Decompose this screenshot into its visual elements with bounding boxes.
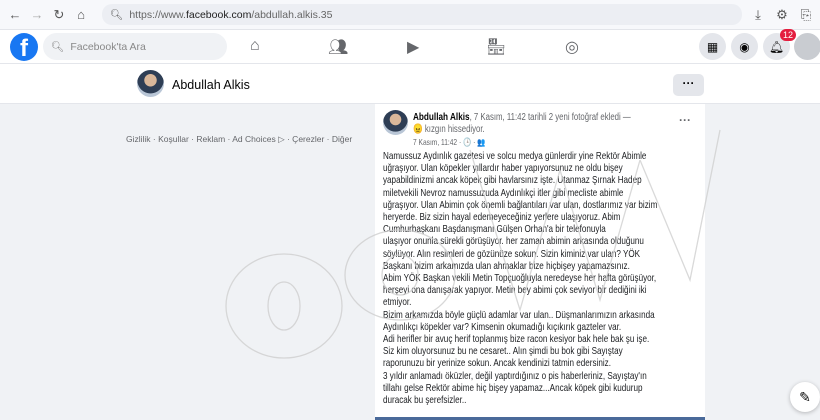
browser-toolbar — [0, 0, 820, 30]
post-card — [375, 104, 705, 420]
post-text-line: herşeyi ona danışarak yapıyor. Metin bey abimi çok seviyor bir dediğini iki — [383, 285, 647, 297]
author-avatar[interactable] — [383, 110, 408, 135]
download-icon[interactable]: ⤓ — [755, 6, 761, 22]
post-text — [383, 151, 695, 407]
post-text-line: miletvekili Nevroz namussuzuda Aydınlıkçi itler gibi mecliste abimle — [383, 187, 624, 199]
forward-icon[interactable]: → — [30, 7, 44, 22]
post-action: , 7 Kasım, 11:42 tarihli 2 yeni fotoğraf ekledi — — [469, 112, 631, 123]
settings-icon[interactable]: ⚙ — [776, 6, 788, 22]
account-avatar[interactable] — [794, 33, 820, 60]
post-header-line — [413, 111, 670, 124]
search-icon: 🔍︎ — [110, 9, 124, 21]
post-text-line: Adi herifler bir avuç herif toplanmış bize racon kesiyor bak hele bak şu işe. — [383, 334, 650, 346]
post-text-line: tillahı gelse Rektör abime hiç bişey yapamaz...Ancak köpek gibi kudurup — [383, 382, 643, 394]
post-text-line: etmiyor. — [383, 297, 412, 309]
notification-badge: 12 — [780, 29, 796, 41]
messenger-button[interactable] — [731, 33, 758, 60]
post-text-line: söylüyor. Alın resimleri de gözünüze sokun. Sizin kiminiz var ulan? YÖK — [383, 248, 641, 260]
groups-icon[interactable]: ◎ — [565, 39, 579, 56]
post-feeling: 😠 kızgın hissediyor. — [413, 124, 485, 135]
back-icon[interactable]: ← — [8, 7, 22, 22]
home-icon[interactable]: ⌂ — [77, 7, 85, 22]
post-text-line: duracak bu şerefsizler.. — [383, 395, 467, 407]
footer-links[interactable]: Gizlilik · Koşullar · Reklam · Ad Choices ▷ · Çerezler · Diğer — [126, 134, 353, 144]
friends-icon[interactable]: 👥︎ — [328, 39, 349, 56]
post-more-button[interactable]: ··· — [679, 113, 691, 127]
post-text-line: Namussuz Aydınlık gazetesi ve solcu medya günlerdir yine Rektör Abimle — [383, 151, 647, 162]
post-text-line: Aydınlıkçı köpekler var? Kimsenin okumadığı kıçıkırık gazteler var. — [383, 321, 622, 333]
menu-button[interactable] — [699, 33, 726, 60]
post-text-line: Siz kim oluyorsunuz bu ne cesaret.. Alın şimdi bu bok gibi Sayıştay — [383, 346, 623, 358]
post-timestamp[interactable]: 7 Kasım, 11:42 · 🕒 · 👥 — [413, 137, 486, 147]
post-author[interactable]: Abdullah Alkis — [413, 111, 470, 123]
facebook-navbar — [0, 30, 820, 64]
facebook-logo-icon[interactable]: f — [10, 33, 38, 61]
messenger-icon: ◉ — [739, 39, 750, 54]
reload-icon[interactable]: ↻ — [53, 6, 65, 22]
profile-name[interactable]: Abdullah Alkis — [172, 78, 250, 92]
edit-icon: ✎ — [799, 389, 811, 405]
url-prefix: https://www. — [129, 8, 186, 21]
grid-icon: ▦ — [706, 39, 719, 54]
post-text-line: Bizim arkamızda böyle güçlü adamlar var ulan.. Düşmanlarımızın arkasında — [383, 309, 655, 321]
post-text-line: Cumhurbaşkanı Başdanışmanı Gülşen Orhan'a bir telefonuyla — [383, 224, 606, 236]
home-icon[interactable]: ⌂ — [250, 37, 260, 54]
post-text-line: raporunuzu bir yerinize sokun. Ancak kendinizi tatmin edersiniz. — [383, 358, 611, 370]
address-bar[interactable] — [102, 4, 742, 25]
bell-icon: 🔔︎ — [768, 39, 785, 54]
url-path: /abdullah.alkis.35 — [251, 8, 333, 21]
extensions-icon[interactable]: ⎘ — [800, 6, 812, 22]
search-icon: 🔍︎ — [51, 41, 65, 53]
search-input[interactable] — [43, 33, 227, 60]
marketplace-icon[interactable]: 🏪︎ — [486, 39, 507, 56]
post-text-line: yapabildinizmi ancak köpek gibi havlarsınız işte. Utanmaz Şırnak Hadep — [383, 175, 642, 187]
post-text-line: ulaşıyor onunla sürekli görüşüyor. her zaman abimin arkasında olduğunu — [383, 236, 644, 248]
search-placeholder: Facebook'ta Ara — [70, 40, 146, 53]
notifications-button[interactable] — [763, 30, 793, 60]
new-message-button[interactable] — [790, 382, 820, 412]
watermark-shape — [226, 254, 342, 358]
profile-more-button[interactable]: ··· — [673, 74, 704, 96]
post-text-line: uğraşıyor. Ulan köpekler yıllardır haber yapıyorsunuz ne oldu bişey — [383, 163, 623, 175]
video-icon[interactable]: ▶ — [407, 39, 420, 56]
profile-avatar[interactable] — [137, 70, 164, 97]
url-domain: facebook.com — [185, 8, 252, 21]
post-text-line: 3 yıldır anlamadı öküzler, değil yaptırdığınız o pis haberleriniz, Sayıştay'ın — [383, 370, 647, 382]
post-text-line: heryerde. Biz sizin hayal edemeyeceğiniz yerlere ulaşıyoruz. Abim — [383, 212, 621, 224]
post-text-line: Başkanı bizim arkamızda ulan ahmaklar bize hiçbişey yapamazsınız. — [383, 260, 630, 272]
profile-header — [0, 64, 820, 104]
post-text-line: uğraşıyor. Ulan Abimin çok önemli bağlantıları var ulan, dostlarımız var bizim — [383, 199, 658, 211]
post-text-line: Abim YÖK Başkan vekili Metin Topçuoğluyla neredeyse her hafta görüşüyor, — [383, 273, 657, 285]
watermark-shape — [268, 282, 300, 330]
